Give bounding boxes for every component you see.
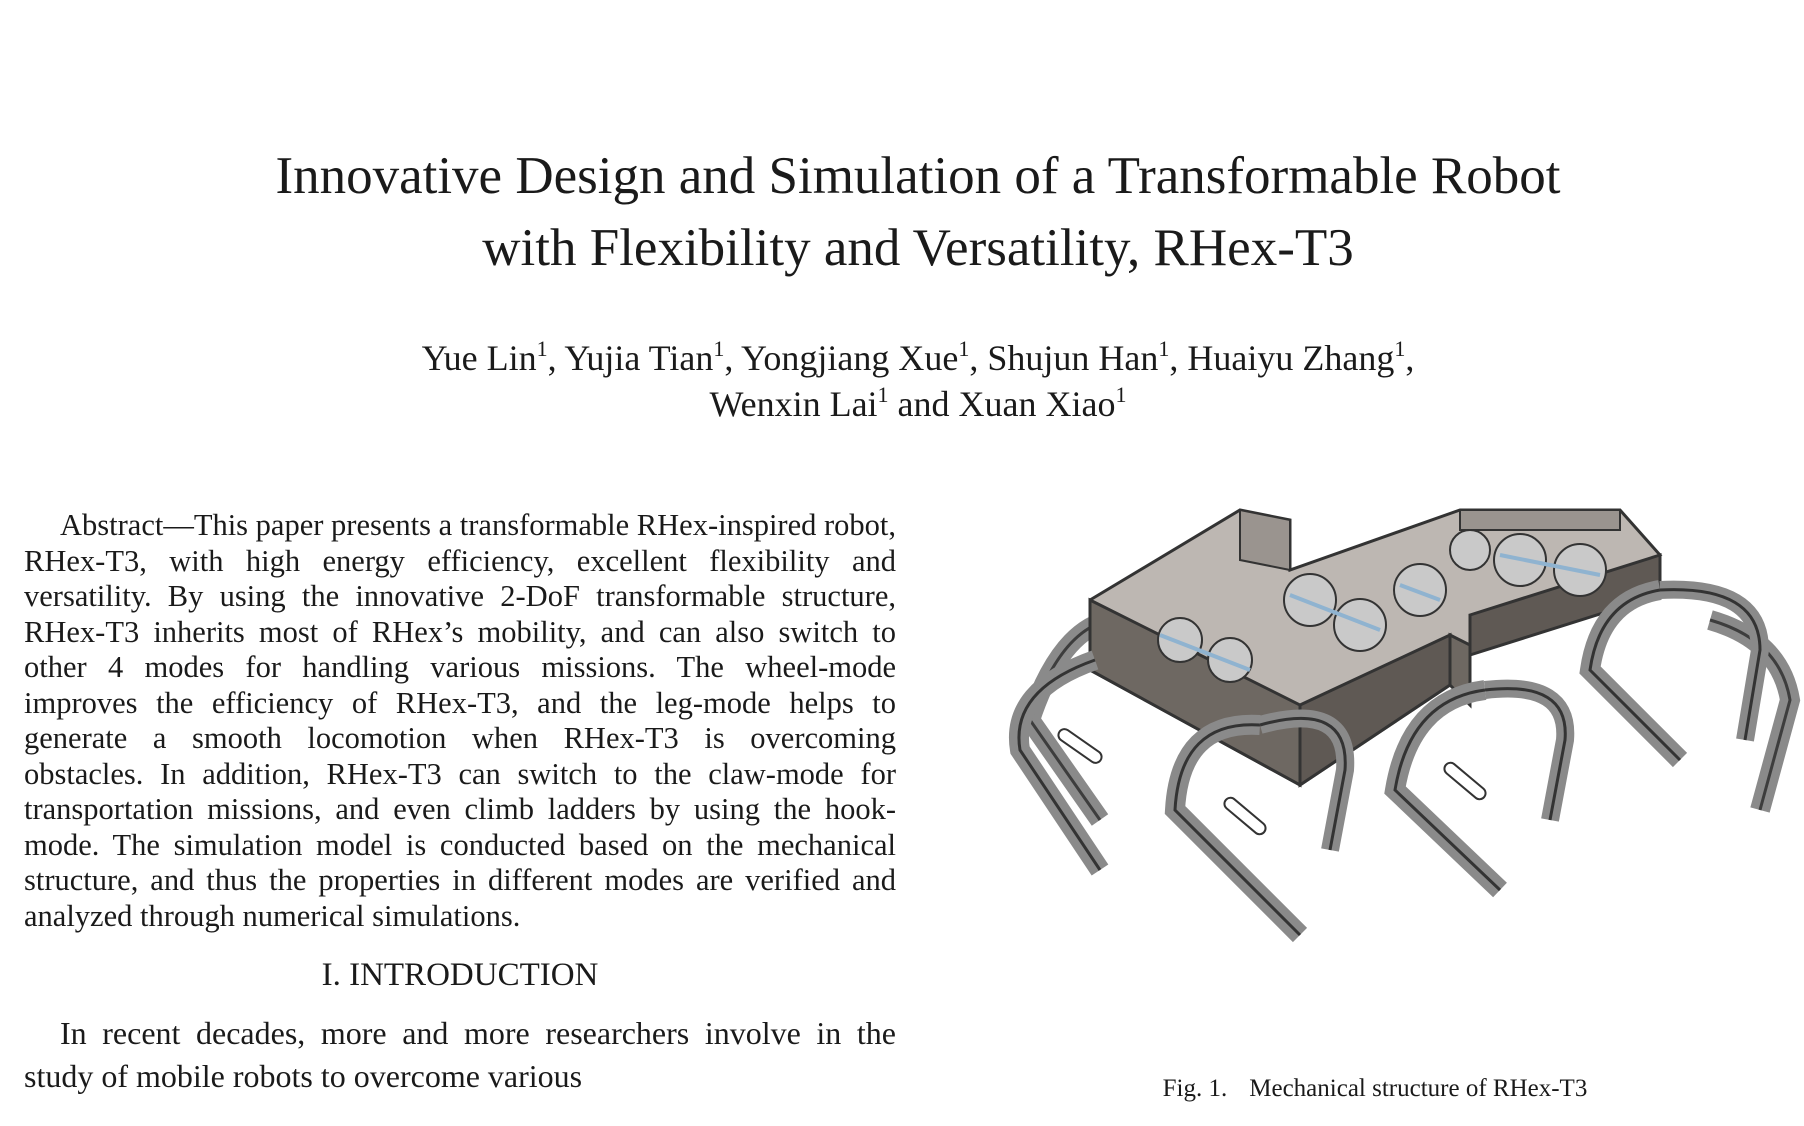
- author-name: Yongjiang Xue: [741, 338, 959, 378]
- robot-body: [1090, 510, 1660, 785]
- author-name: Xuan Xiao: [958, 384, 1116, 424]
- author-separator: ,: [1169, 338, 1188, 378]
- author-separator: ,: [724, 338, 742, 378]
- author-name: Wenxin Lai: [709, 384, 878, 424]
- abstract-paragraph: [24, 508, 896, 934]
- author-affiliation: 1: [1158, 336, 1170, 361]
- left-column: [24, 508, 896, 1098]
- figure-caption-text: Mechanical structure of RHex-T3: [1249, 1075, 1588, 1102]
- introduction-paragraph: In recent decades, more and more researchers involve in the study of mobile robots to overcome various: [24, 1014, 896, 1094]
- author-separator: ,: [547, 338, 565, 378]
- leg-rear-right: [1590, 590, 1760, 760]
- title-line-1: Innovative Design and Simulation of a Transformable Robot: [275, 147, 1561, 205]
- abstract-label: Abstract: [60, 508, 164, 542]
- author-and: and: [888, 384, 959, 424]
- section-heading-introduction: I. INTRODUCTION: [321, 957, 599, 993]
- author-separator: ,: [969, 338, 988, 378]
- author-affiliation: 1: [536, 336, 548, 361]
- author-affiliation: 1: [958, 336, 970, 361]
- author-name: Huaiyu Zhang: [1187, 338, 1395, 378]
- author-name: Yue Lin: [421, 338, 537, 378]
- robot-figure: [1000, 490, 1804, 1050]
- leg-front-right: [1395, 689, 1565, 890]
- paper-title: [0, 140, 1804, 284]
- author-affiliation: 1: [1115, 382, 1127, 407]
- figure-caption: [1045, 1075, 1705, 1103]
- abstract-text: This paper presents a transformable RHex-inspired robot, RHex-T3, with high energy efficiency, excellent flexibility and versatility. By using the innovative 2-DoF transformable structure, RHex-T3 inherits most of RHex’s mobility, and can also switch to other 4 modes for handling various missions. The wheel-mode improves the efficiency of RHex-T3, and the leg-mode helps to generate a smooth locomotion when RHex-T3 is overcoming obstacles. In addition, RHex-T3 can switch to the claw-mode for transportation missions, and even climb ladders by using the hook-mode. The simulation model is conducted based on the mechanical structure, and thus the properties in different modes are verified and analyzed through numerical simulations.: [24, 508, 896, 933]
- author-name: Yujia Tian: [564, 338, 714, 378]
- author-affiliation: 1: [1394, 336, 1406, 361]
- author-affiliation: 1: [713, 336, 725, 361]
- author-name: Shujun Han: [987, 338, 1159, 378]
- author-affiliation: 1: [877, 382, 889, 407]
- abstract-dash: —: [163, 508, 194, 542]
- author-list: [0, 335, 1804, 427]
- robot-illustration: [1000, 490, 1804, 1050]
- author-separator: ,: [1405, 338, 1415, 378]
- title-line-2: with Flexibility and Versatility, RHex-T3: [482, 219, 1354, 277]
- figure-label: Fig. 1.: [1162, 1075, 1228, 1102]
